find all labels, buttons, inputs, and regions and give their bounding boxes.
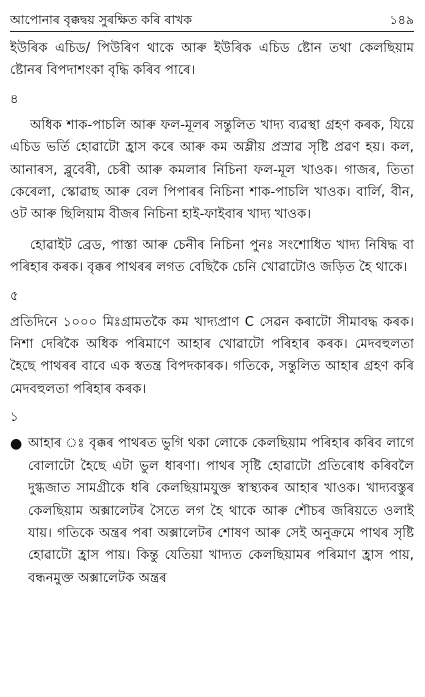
bullet-icon: ● [10,436,23,453]
paragraph-diet-fruits-vegetables: অধিক শাক-পাচলি আৰু ফল-মূলৰ সন্তুলিত খাদ্য ব্যৱস্থা গ্ৰহণ কৰক, যিয়ে এচিড ভৰ্তি হোৱাটো হ্ৰাস কৰে আৰু কম অম্লীয় প্ৰস্ৰাৱ সৃষ্টি প্ৰৱণ হয়। কল, আনাৰস, ব্লুবেৰী, চেৰী আৰু কমলাৰ নিচিনা ফল-মূল খাওক। গাজৰ, তিতা কেৰেলা, স্কোৱাছ আৰু বেল পিপাৰৰ নিচিনা শাক-পাচলি খাওক। বাৰ্লি, বীন, ওট আৰু ছিলিয়াম বীজৰ নিচিনা হাই-ফাইবাৰ খাদ্য খাওক। [10,117,414,223]
running-header [10,6,414,32]
spacer [10,227,414,235]
paragraph-continuation: ইউৰিক এচিড/ পিউৰিণ থাকে আৰু ইউৰিক এচিড ষ্টোন তথা কেলছিয়াম ষ্টোনৰ বিপদাশংকা বৃদ্ধি কৰিব পাৰে। [10,41,414,79]
header-title: আপোনাৰ বৃক্কদ্বয় সুৰক্ষিত কৰি ৰাখক [10,11,193,27]
bullet-item-calcium-diet [10,433,414,590]
page-body [10,38,414,590]
paragraph-refined-foods: হোৱাইট ব্ৰেড, পাস্তা আৰু চেনীৰ নিচিনা পুনঃ সংশোধিত খাদ্য নিষিদ্ধ বা পৰিহাৰ কৰক। বৃক্কৰ পাথৰৰ লগত বেছিকৈ চেনি খোৱাটোও জড়িত হৈ থাকে। [10,237,414,276]
item-number-5: ৫ [10,288,19,304]
book-page [0,6,425,697]
page-number: ১৪৯ [389,11,414,27]
item-number-1: ১ [10,410,19,426]
item-number-4: ৪ [10,91,19,107]
bullet-text: আহাৰ ঃ বৃক্কৰ পাথৰত ভুগি থকা লোকে কেলছিয়াম পৰিহাৰ কৰিব লাগে বোলাটো হৈছে এটা ভুল ধাৰণা। পাথৰ সৃষ্টি হোৱাটো প্ৰতিৰোধ কৰিবলৈ দুগ্ধজাত সামগ্ৰীকে ধৰি কেলছিয়ামযুক্ত স্বাস্থ্যকৰ আহাৰ খাওক। খাদ্যবস্তুৰ কেলছিয়াম অক্সালেটৰ সৈতে লগ হৈ থাকে আৰু শৌচৰ জৰিয়তে ওলাই যায়। গতিকে অন্ত্ৰৰ পৰা অক্সালেটৰ শোষণ আৰু সেই অনুক্ৰমে পাথৰ সৃষ্টি হোৱাটো হ্ৰাস পায়। কিন্তু যেতিয়া খাদ্যত কেলছিয়ামৰ পৰিমাণ হ্ৰাস পায়, বন্ধনমুক্ত অক্সালেটক অন্ত্ৰৰ [28,436,414,586]
paragraph-vitamin-c-obesity: প্ৰতিদিনে ১০০০ মিঃগ্ৰামতকৈ কম খাদ্যপ্ৰাণ C সেৱন কৰাটো সীমাবদ্ধ কৰক। নিশা দেৰিকৈ অধিক পৰিমাণে আহাৰ খোৱাটো পৰিহাৰ কৰক। মেদবহুলতা হৈছে পাথৰৰ বাবে এক স্বতন্ত্ৰ বিপদকাৰক। গতিকে, সন্তুলিত আহাৰ গ্ৰহণ কৰি মেদবহুলতা পৰিহাৰ কৰক। [10,314,414,397]
